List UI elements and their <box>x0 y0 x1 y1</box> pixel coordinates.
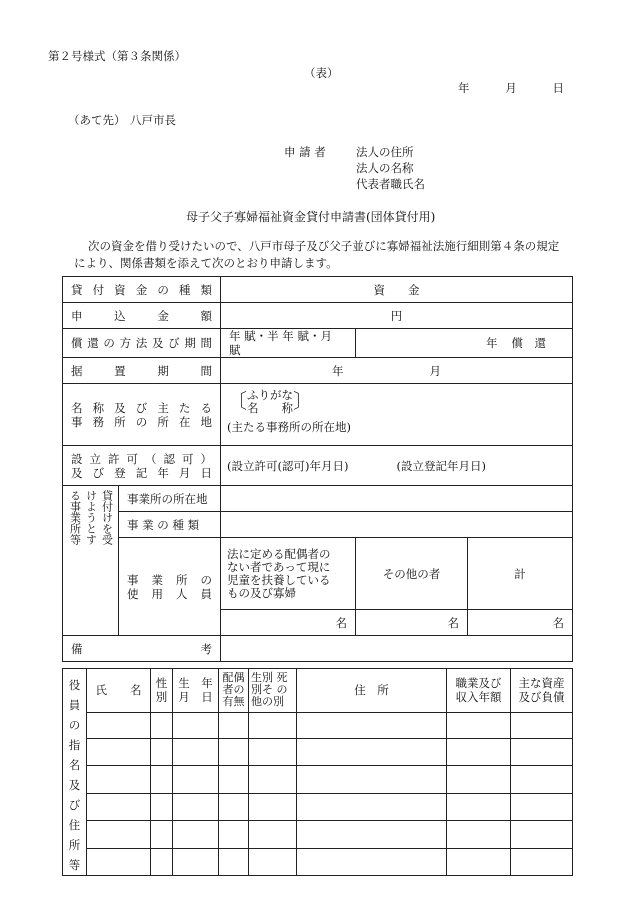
establishment-label: 設 立 許 可 （ 認 可 ） 及 び 登 記 年 月 日 <box>63 446 221 486</box>
officer-address-cell[interactable] <box>297 821 447 848</box>
officer-address-cell[interactable] <box>297 712 447 738</box>
applicant-name-field: 法人の名称 <box>356 161 414 175</box>
officer-spouse-header: 配偶 者の 有無 <box>219 669 249 713</box>
officer-sex-cell[interactable] <box>151 821 173 848</box>
date-month: 月 <box>505 81 517 95</box>
officer-job-cell[interactable] <box>447 739 511 766</box>
officer-assets-cell[interactable] <box>511 739 573 766</box>
officer-assets-cell[interactable] <box>511 712 573 738</box>
business-location-label: 事業所の所在地 <box>119 486 221 512</box>
officer-name-cell[interactable] <box>87 712 151 738</box>
officer-assets-cell[interactable] <box>511 766 573 793</box>
officer-birth-cell[interactable] <box>173 848 219 875</box>
furigana-label: ふりがな <box>247 388 293 402</box>
amount-label: 申 込 金 額 <box>63 303 221 329</box>
officer-spouse-cell[interactable] <box>219 712 249 738</box>
deferment-value[interactable] <box>221 358 573 384</box>
officer-name-cell[interactable] <box>87 821 151 848</box>
permit-date-label: (設立許可(認可)年月日) <box>227 458 349 473</box>
officer-name-cell[interactable] <box>87 739 151 766</box>
officer-spouse-cell[interactable] <box>219 739 249 766</box>
officer-survival-cell[interactable] <box>249 739 297 766</box>
officer-row <box>63 793 573 820</box>
deferment-month-unit: 月 <box>429 363 441 378</box>
name-label: 名 称 <box>247 401 293 415</box>
business-group-col-1: 貸付けを受 <box>100 490 114 545</box>
officer-sex-cell[interactable] <box>151 739 173 766</box>
officer-survival-cell[interactable] <box>249 712 297 738</box>
officer-sex-cell[interactable] <box>151 793 173 820</box>
officer-name-cell[interactable] <box>87 766 151 793</box>
staff-total-header: 計 <box>468 538 573 610</box>
amount-unit[interactable]: 円 <box>221 303 573 329</box>
loan-type-label: 貸 付 資 金 の 種 類 <box>63 277 221 303</box>
officer-birth-cell[interactable] <box>173 712 219 738</box>
officers-table <box>62 668 573 876</box>
business-type-value[interactable] <box>221 512 573 538</box>
establishment-value[interactable] <box>221 446 573 486</box>
officer-job-cell[interactable] <box>447 766 511 793</box>
officer-survival-header: 生別 死 別そ の 他の別 <box>249 669 297 713</box>
officer-address-cell[interactable] <box>297 766 447 793</box>
date-year: 年 <box>458 81 470 95</box>
repayment-label: 償 還 の 方 法 及 び 期 間 <box>63 329 221 358</box>
officer-assets-cell[interactable] <box>511 821 573 848</box>
officers-side-label: 役 員 の 指 名 及 び 住 所 等 <box>63 669 87 876</box>
loan-type-value[interactable]: 資 金 <box>221 277 573 303</box>
applicant-representative-field: 代表者職氏名 <box>356 177 425 191</box>
officer-job-header: 職業及び 収入年額 <box>447 669 511 713</box>
officer-row <box>63 712 573 738</box>
addressee-label: （あて先） <box>68 113 126 127</box>
officer-sex-cell[interactable] <box>151 712 173 738</box>
remarks-value[interactable] <box>221 636 573 662</box>
document-title: 母子父子寡婦福祉資金貸付申請書(団体貸付用) <box>186 210 436 224</box>
officer-spouse-cell[interactable] <box>219 821 249 848</box>
remarks-label: 備 考 <box>63 636 221 662</box>
officer-assets-header: 主な資産 及び負債 <box>511 669 573 713</box>
intro-line-1: 次の資金を借り受けたいので、八戸市母子及び父子並びに寡婦福祉法施行細則第４条の規定 <box>88 239 560 253</box>
name-address-value[interactable] <box>221 384 573 446</box>
officer-row <box>63 739 573 766</box>
side-indicator: （表） <box>304 66 339 80</box>
officer-survival-cell[interactable] <box>249 848 297 875</box>
addressee: 八戸市長 <box>130 113 176 127</box>
officer-name-cell[interactable] <box>87 793 151 820</box>
officer-address-header: 住 所 <box>297 669 447 713</box>
repayment-suffix: 償 還 <box>511 336 547 350</box>
intro-line-2: により、関係書類を添えて次のとおり申請します。 <box>74 256 338 270</box>
officer-row <box>63 766 573 793</box>
staff-total-count[interactable]: 名 <box>468 610 573 636</box>
applicant-label: 申 請 者 <box>284 145 326 159</box>
business-type-label: 事 業 の 種 類 <box>119 512 221 538</box>
repayment-years-unit: 年 <box>486 336 498 350</box>
officer-birth-cell[interactable] <box>173 821 219 848</box>
business-group-col-2: けようとす <box>84 490 98 545</box>
staff-single-parent-header: 法に定める配偶者の ない者であって現に 児童を扶養している もの及び寡婦 <box>221 538 356 610</box>
officer-birth-header: 生 年 月 日 <box>173 669 219 713</box>
officer-survival-cell[interactable] <box>249 793 297 820</box>
business-group-label <box>63 486 119 636</box>
bracket-close: 〕 <box>293 389 313 413</box>
officer-assets-cell[interactable] <box>511 793 573 820</box>
staff-other-count[interactable]: 名 <box>356 610 468 636</box>
registration-date-label: (設立登記年月日) <box>396 458 486 473</box>
officer-row <box>63 821 573 848</box>
bracket-open: 〔 <box>227 389 247 413</box>
applicant-address-field: 法人の住所 <box>356 145 414 159</box>
deferment-year-unit: 年 <box>332 363 344 378</box>
date-line <box>458 80 564 96</box>
name-address-label: 名 称 及 び 主 た る 事 務 所 の 所 在 地 <box>63 384 221 446</box>
application-form-table <box>62 276 573 662</box>
business-group-col-3: る事業所等 <box>68 490 82 545</box>
officer-job-cell[interactable] <box>447 793 511 820</box>
form-number: 第２号様式（第３条関係） <box>48 49 186 63</box>
officer-sex-cell[interactable] <box>151 766 173 793</box>
officer-spouse-cell[interactable] <box>219 766 249 793</box>
officer-job-cell[interactable] <box>447 821 511 848</box>
business-location-value[interactable] <box>221 486 573 512</box>
officer-name-header: 氏 名 <box>87 669 151 713</box>
officer-job-cell[interactable] <box>447 712 511 738</box>
officer-assets-cell[interactable] <box>511 848 573 875</box>
officer-name-cell[interactable] <box>87 848 151 875</box>
officer-birth-cell[interactable] <box>173 793 219 820</box>
officer-job-cell[interactable] <box>447 848 511 875</box>
officer-row <box>63 848 573 875</box>
officer-spouse-cell[interactable] <box>219 793 249 820</box>
repayment-method[interactable]: 年 賦・半 年 賦・月 賦 <box>221 329 356 358</box>
officer-address-cell[interactable] <box>297 848 447 875</box>
officer-survival-cell[interactable] <box>249 821 297 848</box>
staff-single-parent-count[interactable]: 名 <box>221 610 356 636</box>
officer-address-cell[interactable] <box>297 793 447 820</box>
staff-other-header: その他の者 <box>356 538 468 610</box>
officer-spouse-cell[interactable] <box>219 848 249 875</box>
deferment-label: 据 置 期 間 <box>63 358 221 384</box>
repayment-period[interactable] <box>356 329 573 358</box>
office-location-note: (主たる事務所の所在地) <box>227 420 351 434</box>
officer-birth-cell[interactable] <box>173 766 219 793</box>
date-day: 日 <box>552 81 564 95</box>
officer-survival-cell[interactable] <box>249 766 297 793</box>
officer-birth-cell[interactable] <box>173 739 219 766</box>
staff-label: 事 業 所 の 使 用 人 員 <box>119 538 221 636</box>
officer-address-cell[interactable] <box>297 739 447 766</box>
officer-sex-cell[interactable] <box>151 848 173 875</box>
officer-sex-header: 性 別 <box>151 669 173 713</box>
